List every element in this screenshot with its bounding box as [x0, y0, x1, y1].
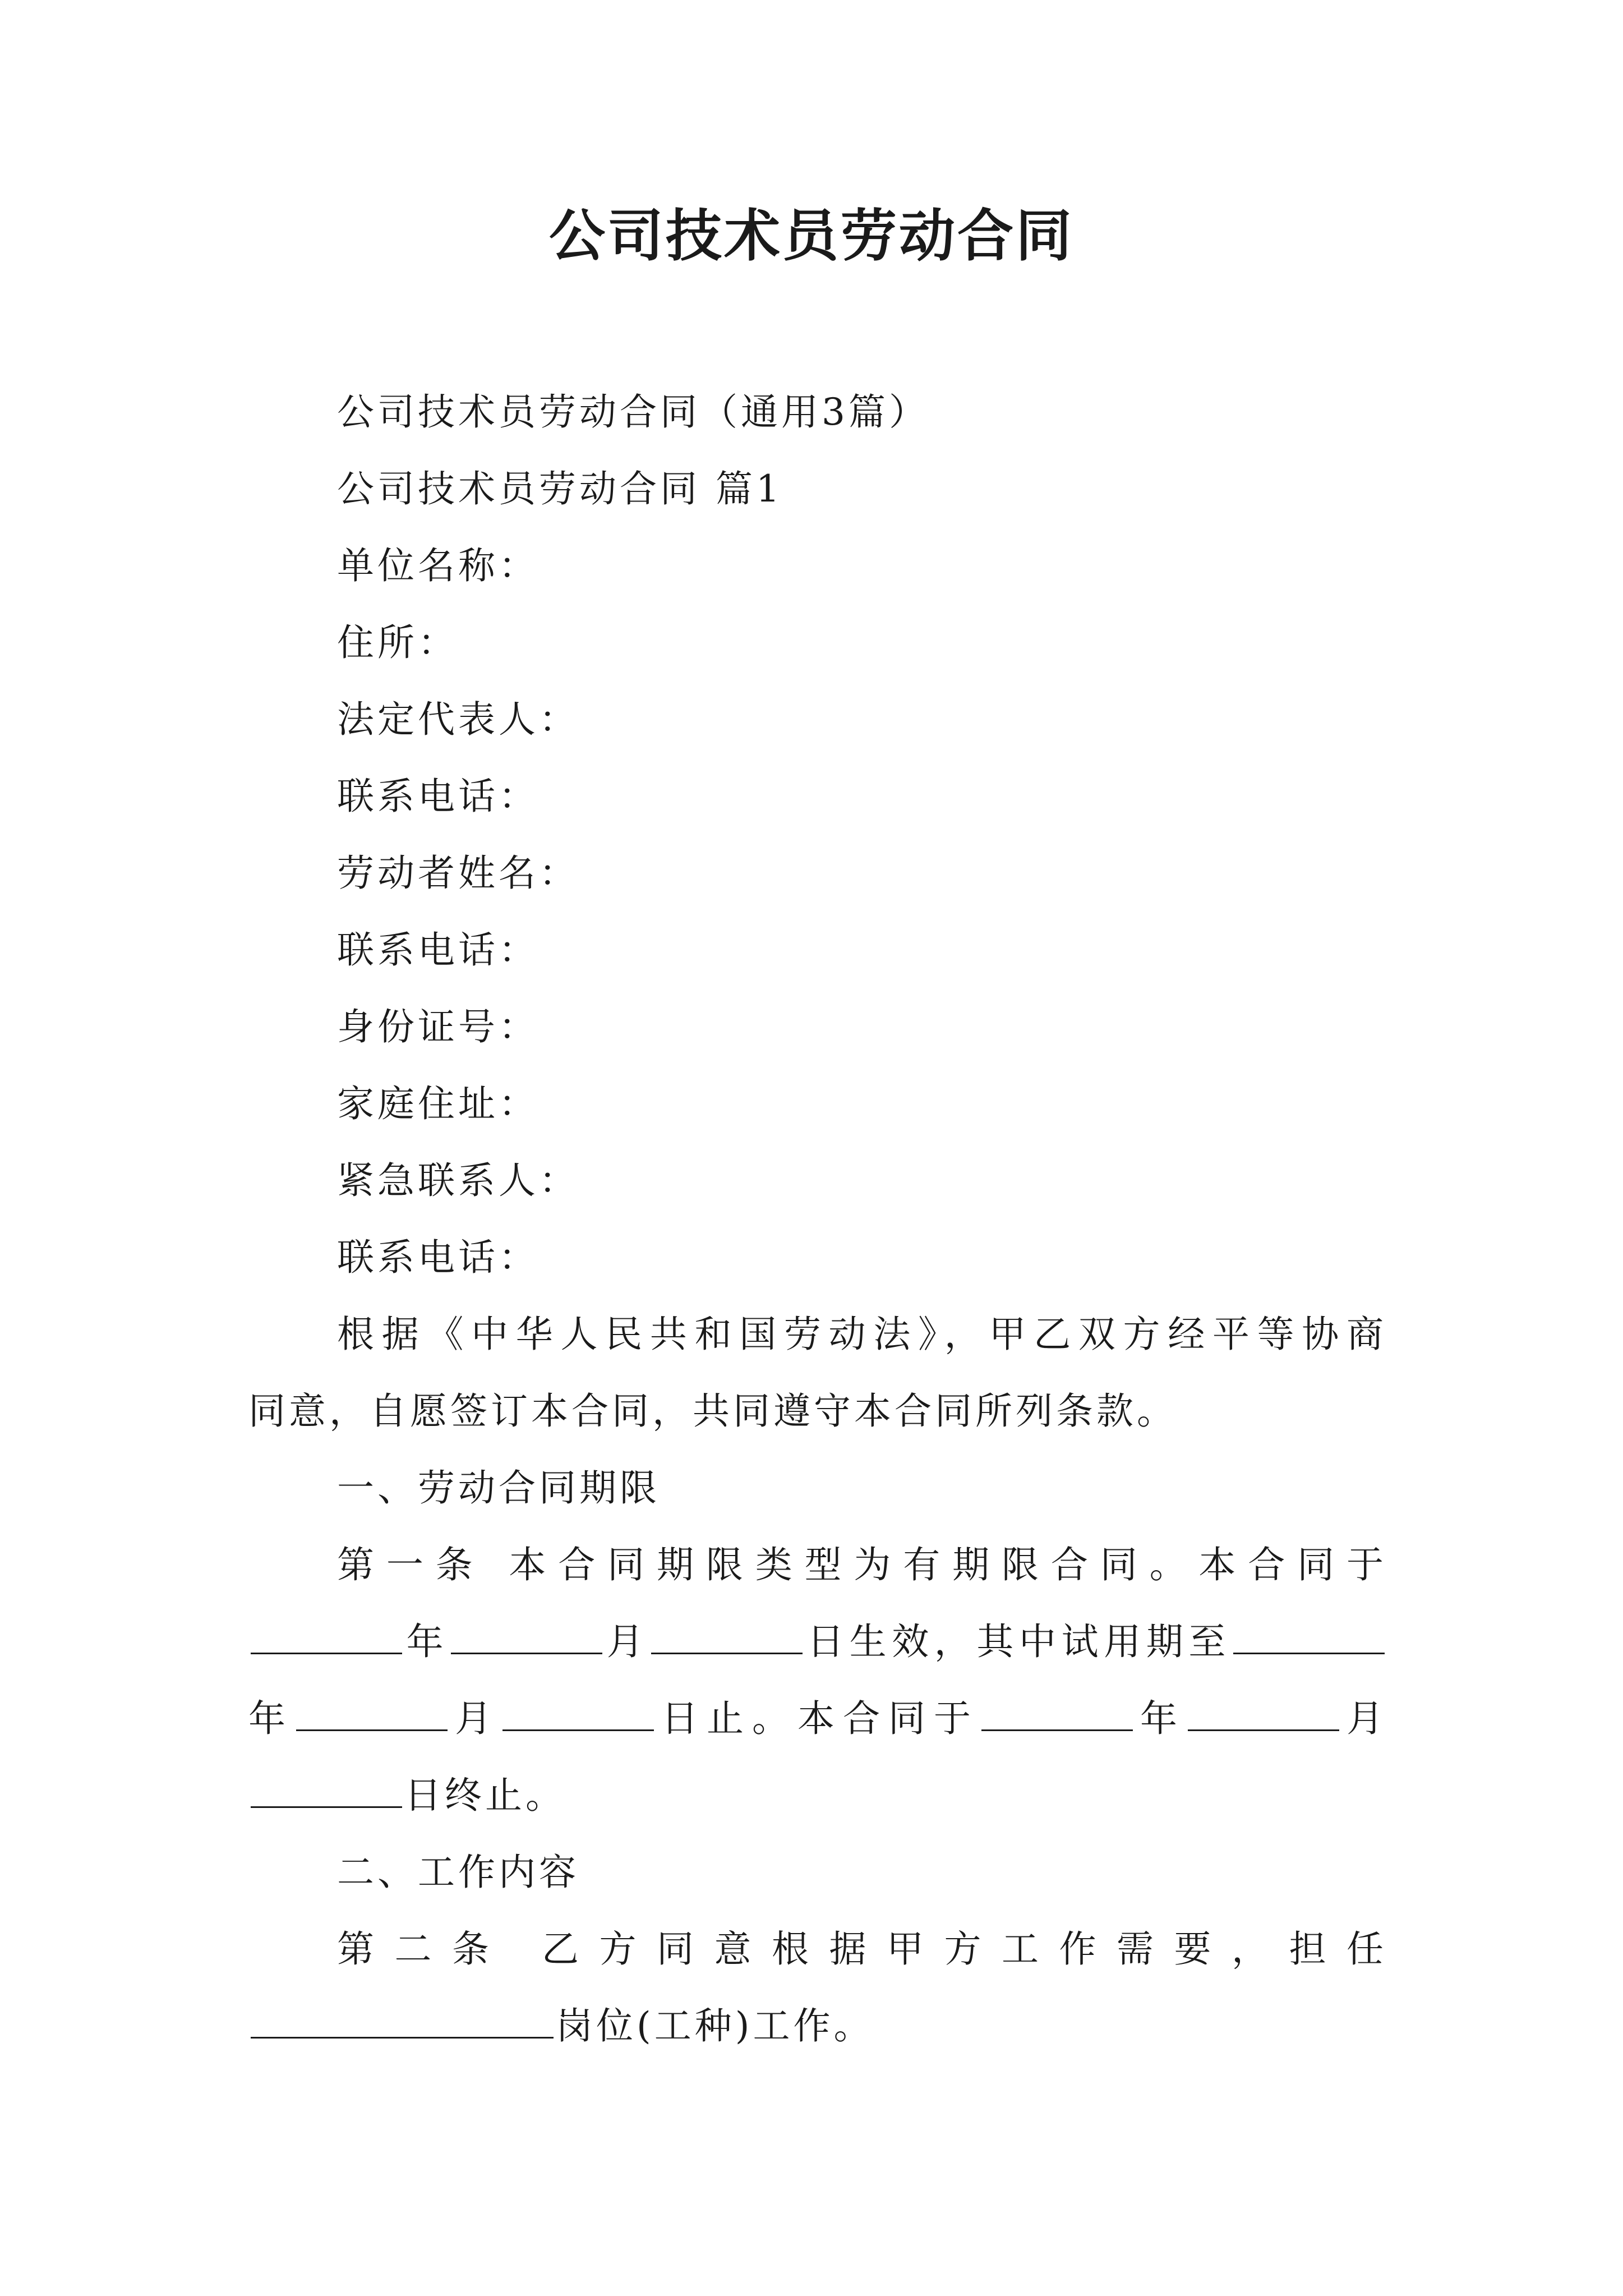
field-company-name: 单位名称：: [337, 544, 539, 587]
section-heading: 一、劳动合同期限: [337, 1466, 660, 1510]
article-1-line: 年 月 日生效，其中试用期至: [248, 1603, 1387, 1680]
document-body: [248, 374, 1387, 2064]
blank-underline: [1188, 1725, 1339, 1731]
intro-paragraph-line: 同意，自愿签订本合同，共同遵守本合同所列条款。: [248, 1389, 1177, 1433]
field-address: 住所：: [337, 621, 458, 664]
blank-underline: [502, 1725, 654, 1731]
field-worker-phone: 联系电话：: [337, 928, 539, 972]
field-id-number: 身份证号：: [337, 1005, 539, 1048]
field-worker-name: 劳动者姓名：: [337, 852, 579, 895]
field-company-phone: 联系电话：: [337, 775, 539, 818]
blank-underline: [981, 1725, 1133, 1731]
blank-underline: [251, 1802, 402, 1808]
blank-underline: [1233, 1648, 1385, 1654]
article-2-line: 岗位(工种)工作。: [248, 1987, 1387, 2064]
article-1-line: 日终止。: [248, 1757, 1387, 1834]
document-subtitle: 公司技术员劳动合同（通用3篇）: [337, 390, 929, 434]
part-heading: 公司技术员劳动合同 篇1: [337, 467, 783, 510]
field-home-address: 家庭住址：: [337, 1082, 539, 1125]
blank-underline: [651, 1648, 803, 1654]
blank-underline: [451, 1648, 602, 1654]
field-emergency-phone: 联系电话：: [337, 1236, 539, 1279]
blank-underline: [251, 2032, 554, 2039]
field-emergency-contact: 紧急联系人：: [337, 1159, 579, 1202]
field-legal-representative: 法定代表人：: [337, 698, 579, 741]
blank-underline: [251, 1648, 402, 1654]
article-2-line: 第二条 乙方同意根据甲方工作需要，担任: [337, 1927, 1387, 1971]
intro-paragraph-line: 根据《中华人民共和国劳动法》，甲乙双方经平等协商: [337, 1313, 1387, 1356]
article-1-line: 年 月 日止。本合同于 年 月: [248, 1697, 1387, 1740]
blank-underline: [296, 1725, 448, 1731]
document-title: 公司技术员劳动合同: [549, 203, 1074, 269]
section-heading: 二、工作内容: [337, 1851, 579, 1894]
article-1-line: 第一条 本合同期限类型为有期限合同。本合同于: [337, 1543, 1387, 1586]
